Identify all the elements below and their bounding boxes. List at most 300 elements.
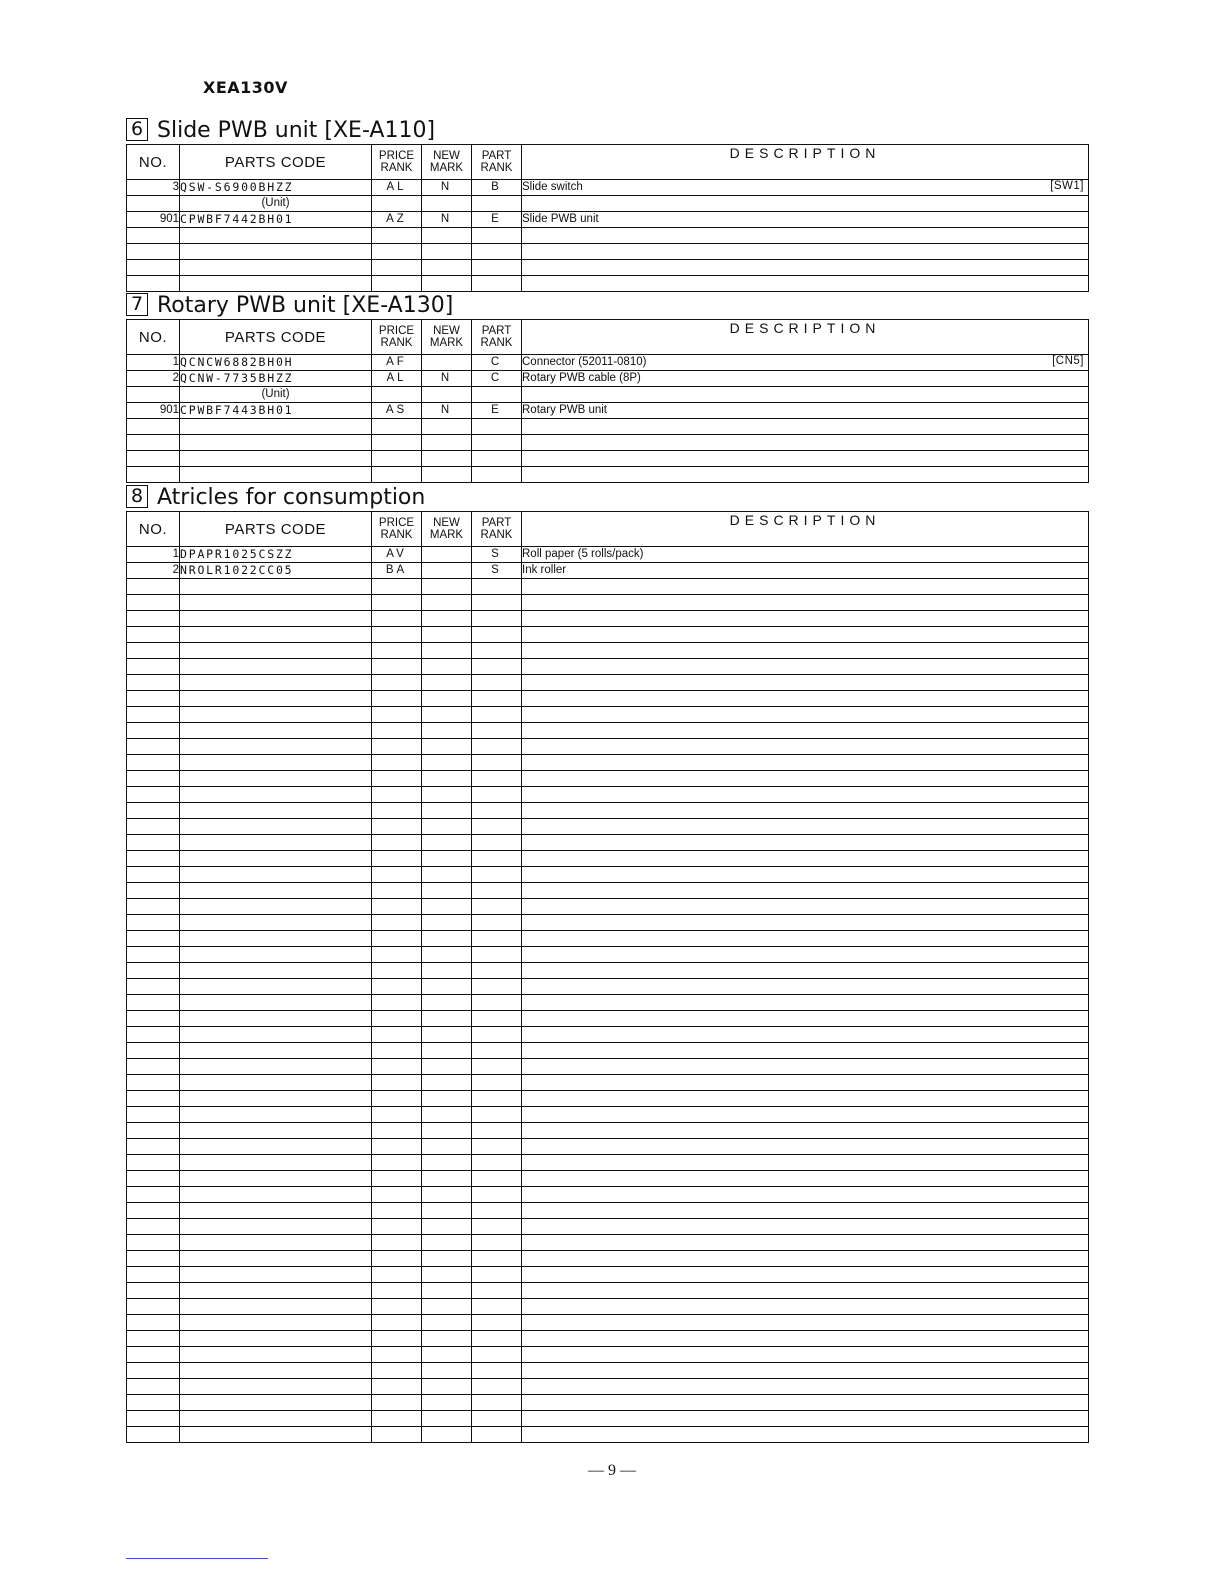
empty-cell [522, 1395, 1089, 1411]
empty-cell [127, 627, 180, 643]
empty-cell [180, 1059, 372, 1075]
cell-description [522, 180, 1089, 196]
cell-new-mark [422, 196, 472, 212]
empty-cell [522, 771, 1089, 787]
empty-row [127, 1331, 1089, 1347]
empty-cell [522, 595, 1089, 611]
empty-cell [372, 883, 422, 899]
empty-cell [127, 419, 180, 435]
page-number: — 9 — [588, 1462, 636, 1479]
empty-cell [372, 931, 422, 947]
empty-cell [372, 1027, 422, 1043]
empty-row [127, 1411, 1089, 1427]
empty-cell [127, 1251, 180, 1267]
empty-cell [127, 1187, 180, 1203]
empty-cell [180, 1411, 372, 1427]
empty-cell [127, 451, 180, 467]
empty-cell [422, 276, 472, 292]
empty-cell [372, 1267, 422, 1283]
header-parts-code: PARTS CODE [180, 512, 372, 547]
empty-cell [472, 899, 522, 915]
empty-cell [127, 819, 180, 835]
header-price-rank [372, 512, 422, 547]
empty-cell [127, 1283, 180, 1299]
empty-cell [127, 1347, 180, 1363]
empty-row [127, 1043, 1089, 1059]
empty-cell [422, 1363, 472, 1379]
empty-cell [472, 1123, 522, 1139]
empty-cell [522, 1107, 1089, 1123]
cell-new-mark [422, 563, 472, 579]
empty-cell [372, 915, 422, 931]
empty-cell [422, 1203, 472, 1219]
empty-cell [422, 1139, 472, 1155]
empty-row [127, 819, 1089, 835]
empty-cell [472, 435, 522, 451]
empty-cell [180, 995, 372, 1011]
empty-row [127, 611, 1089, 627]
empty-cell [180, 1235, 372, 1251]
empty-cell [127, 1059, 180, 1075]
empty-cell [522, 435, 1089, 451]
empty-cell [127, 867, 180, 883]
empty-cell [372, 1011, 422, 1027]
empty-cell [472, 244, 522, 260]
empty-cell [522, 899, 1089, 915]
empty-cell [127, 1299, 180, 1315]
header-description: DESCRIPTION [522, 320, 1089, 355]
empty-cell [372, 1139, 422, 1155]
empty-cell [127, 1219, 180, 1235]
empty-cell [422, 1155, 472, 1171]
empty-cell [422, 659, 472, 675]
empty-cell [422, 963, 472, 979]
empty-cell [472, 276, 522, 292]
empty-cell [422, 1027, 472, 1043]
empty-cell [472, 1331, 522, 1347]
cell-description [522, 355, 1089, 371]
empty-cell [522, 835, 1089, 851]
empty-cell [422, 627, 472, 643]
empty-cell [472, 755, 522, 771]
empty-cell [127, 1107, 180, 1123]
empty-cell [522, 1171, 1089, 1187]
description-text: Rotary PWB unit [522, 404, 607, 416]
empty-row [127, 1379, 1089, 1395]
empty-cell [127, 835, 180, 851]
empty-cell [422, 1395, 472, 1411]
empty-cell [180, 979, 372, 995]
empty-row [127, 1267, 1089, 1283]
empty-cell [127, 915, 180, 931]
empty-cell [180, 260, 372, 276]
empty-cell [522, 260, 1089, 276]
empty-cell [422, 579, 472, 595]
empty-row [127, 579, 1089, 595]
empty-cell [522, 1267, 1089, 1283]
empty-cell [180, 963, 372, 979]
empty-cell [180, 1395, 372, 1411]
empty-cell [372, 851, 422, 867]
empty-cell [472, 803, 522, 819]
empty-cell [180, 851, 372, 867]
empty-cell [422, 819, 472, 835]
empty-cell [522, 611, 1089, 627]
empty-cell [372, 627, 422, 643]
cell-no: 2 [127, 371, 180, 387]
cell-new-mark: N [422, 403, 472, 419]
cell-parts-code: NROLR1022CC05 [180, 563, 372, 579]
cell-part-rank: S [472, 547, 522, 563]
header-price-rank [372, 145, 422, 180]
empty-row [127, 659, 1089, 675]
empty-cell [127, 1395, 180, 1411]
empty-cell [472, 739, 522, 755]
header-price-rank-line1: PRICE [378, 150, 415, 162]
empty-row [127, 1059, 1089, 1075]
empty-cell [372, 1363, 422, 1379]
empty-cell [127, 1139, 180, 1155]
empty-cell [472, 451, 522, 467]
cell-part-rank [472, 196, 522, 212]
empty-cell [472, 1059, 522, 1075]
empty-row [127, 707, 1089, 723]
description-text: Slide PWB unit [522, 213, 599, 225]
empty-cell [472, 851, 522, 867]
empty-row [127, 1171, 1089, 1187]
empty-cell [372, 451, 422, 467]
empty-cell [422, 1011, 472, 1027]
header-no: NO. [127, 512, 180, 547]
empty-cell [522, 659, 1089, 675]
header-part-rank [472, 145, 522, 180]
empty-row [127, 787, 1089, 803]
empty-cell [372, 276, 422, 292]
empty-row [127, 979, 1089, 995]
cell-no: 3 [127, 180, 180, 196]
empty-cell [422, 1235, 472, 1251]
cell-price-rank [372, 196, 422, 212]
empty-row [127, 643, 1089, 659]
empty-cell [127, 1091, 180, 1107]
cell-price-rank [372, 387, 422, 403]
cell-new-mark: N [422, 371, 472, 387]
empty-cell [522, 467, 1089, 483]
header-no: NO. [127, 145, 180, 180]
empty-cell [127, 1203, 180, 1219]
empty-cell [127, 739, 180, 755]
empty-cell [522, 643, 1089, 659]
empty-cell [472, 1395, 522, 1411]
empty-row [127, 867, 1089, 883]
empty-cell [180, 675, 372, 691]
empty-cell [472, 627, 522, 643]
empty-cell [180, 755, 372, 771]
empty-cell [422, 260, 472, 276]
cell-parts-code: (Unit) [180, 196, 372, 212]
empty-cell [180, 1299, 372, 1315]
empty-cell [127, 1411, 180, 1427]
empty-cell [522, 1251, 1089, 1267]
empty-cell [127, 435, 180, 451]
empty-cell [180, 819, 372, 835]
empty-cell [127, 963, 180, 979]
empty-cell [127, 260, 180, 276]
section-title-text: Slide PWB unit [XE-A110] [157, 118, 436, 143]
empty-cell [422, 691, 472, 707]
empty-cell [180, 883, 372, 899]
empty-cell [422, 979, 472, 995]
header-part-rank-line1: PART [481, 150, 512, 162]
table-row [127, 387, 1089, 403]
empty-row [127, 228, 1089, 244]
empty-cell [127, 691, 180, 707]
empty-cell [472, 1043, 522, 1059]
empty-cell [180, 1427, 372, 1443]
empty-cell [372, 1187, 422, 1203]
empty-cell [127, 1315, 180, 1331]
empty-cell [180, 1379, 372, 1395]
empty-cell [422, 467, 472, 483]
empty-cell [127, 579, 180, 595]
empty-cell [472, 1091, 522, 1107]
empty-row [127, 899, 1089, 915]
section-number: 6 [126, 118, 148, 141]
empty-cell [472, 931, 522, 947]
cell-part-rank: C [472, 371, 522, 387]
empty-cell [180, 1107, 372, 1123]
reference-designator: [CN5] [1052, 355, 1084, 367]
cell-price-rank: BA [372, 563, 422, 579]
header-row [127, 320, 1089, 355]
empty-cell [127, 899, 180, 915]
empty-cell [180, 611, 372, 627]
empty-cell [372, 947, 422, 963]
empty-cell [372, 1427, 422, 1443]
empty-row [127, 451, 1089, 467]
empty-cell [372, 659, 422, 675]
section-title [126, 485, 425, 511]
header-new-mark [422, 512, 472, 547]
empty-cell [472, 1139, 522, 1155]
empty-cell [127, 755, 180, 771]
empty-cell [127, 931, 180, 947]
empty-cell [472, 1251, 522, 1267]
empty-cell [522, 819, 1089, 835]
table-row [127, 371, 1089, 387]
header-price-rank-line2: RANK [380, 337, 413, 349]
empty-cell [472, 675, 522, 691]
header-part-rank [472, 512, 522, 547]
empty-cell [372, 1347, 422, 1363]
empty-cell [522, 851, 1089, 867]
empty-row [127, 675, 1089, 691]
cell-part-rank: E [472, 212, 522, 228]
empty-cell [372, 595, 422, 611]
empty-cell [472, 995, 522, 1011]
empty-row [127, 1251, 1089, 1267]
empty-cell [472, 595, 522, 611]
empty-cell [522, 1363, 1089, 1379]
empty-cell [472, 1427, 522, 1443]
empty-cell [180, 659, 372, 675]
description-text: Connector (52011-0810) [522, 356, 647, 368]
empty-row [127, 835, 1089, 851]
empty-cell [422, 787, 472, 803]
cell-part-rank: E [472, 403, 522, 419]
empty-cell [127, 1155, 180, 1171]
empty-cell [372, 1331, 422, 1347]
empty-cell [422, 419, 472, 435]
empty-cell [422, 1075, 472, 1091]
empty-cell [422, 1315, 472, 1331]
empty-cell [472, 1363, 522, 1379]
empty-cell [472, 1011, 522, 1027]
empty-cell [422, 228, 472, 244]
table-row [127, 403, 1089, 419]
empty-cell [127, 803, 180, 819]
empty-cell [472, 1315, 522, 1331]
empty-row [127, 1395, 1089, 1411]
empty-cell [127, 595, 180, 611]
empty-cell [522, 1187, 1089, 1203]
header-no: NO. [127, 320, 180, 355]
empty-cell [472, 883, 522, 899]
empty-cell [127, 883, 180, 899]
empty-cell [522, 739, 1089, 755]
header-new-mark-line1: NEW [433, 517, 460, 529]
empty-cell [422, 1091, 472, 1107]
empty-cell [372, 1299, 422, 1315]
empty-cell [472, 979, 522, 995]
empty-cell [522, 276, 1089, 292]
empty-cell [372, 1395, 422, 1411]
empty-cell [372, 963, 422, 979]
empty-cell [180, 899, 372, 915]
empty-cell [422, 1379, 472, 1395]
empty-cell [372, 867, 422, 883]
empty-cell [472, 643, 522, 659]
empty-row [127, 1203, 1089, 1219]
empty-cell [127, 244, 180, 260]
empty-cell [127, 1331, 180, 1347]
description-text: Ink roller [522, 564, 567, 576]
empty-cell [422, 1331, 472, 1347]
cell-parts-code: CPWBF7443BH01 [180, 403, 372, 419]
empty-cell [372, 260, 422, 276]
cell-no: 901 [127, 403, 180, 419]
empty-cell [372, 579, 422, 595]
empty-cell [180, 1363, 372, 1379]
empty-cell [422, 995, 472, 1011]
empty-row [127, 419, 1089, 435]
header-part-rank [472, 320, 522, 355]
empty-cell [422, 1251, 472, 1267]
empty-cell [180, 244, 372, 260]
empty-cell [180, 739, 372, 755]
empty-cell [422, 1219, 472, 1235]
empty-row [127, 739, 1089, 755]
empty-cell [522, 1427, 1089, 1443]
empty-row [127, 595, 1089, 611]
empty-cell [127, 675, 180, 691]
empty-cell [472, 1075, 522, 1091]
empty-row [127, 467, 1089, 483]
empty-cell [127, 659, 180, 675]
empty-cell [127, 723, 180, 739]
cell-price-rank: AL [372, 180, 422, 196]
empty-cell [180, 1123, 372, 1139]
empty-cell [127, 611, 180, 627]
empty-row [127, 1427, 1089, 1443]
empty-cell [180, 835, 372, 851]
table-row [127, 196, 1089, 212]
cell-description [522, 212, 1089, 228]
cell-new-mark: N [422, 212, 472, 228]
empty-cell [127, 228, 180, 244]
empty-row [127, 963, 1089, 979]
empty-cell [472, 611, 522, 627]
empty-cell [422, 707, 472, 723]
empty-row [127, 276, 1089, 292]
empty-row [127, 260, 1089, 276]
parts-table [126, 319, 1089, 483]
empty-cell [522, 1283, 1089, 1299]
empty-cell [180, 1043, 372, 1059]
empty-cell [180, 787, 372, 803]
empty-cell [522, 979, 1089, 995]
empty-cell [522, 931, 1089, 947]
empty-cell [127, 1267, 180, 1283]
empty-cell [522, 947, 1089, 963]
empty-cell [180, 1187, 372, 1203]
empty-cell [422, 1427, 472, 1443]
header-price-rank-line2: RANK [380, 529, 413, 541]
empty-cell [372, 643, 422, 659]
empty-cell [180, 643, 372, 659]
empty-cell [127, 1123, 180, 1139]
table-row [127, 547, 1089, 563]
empty-cell [522, 915, 1089, 931]
empty-cell [127, 1379, 180, 1395]
cell-part-rank: B [472, 180, 522, 196]
empty-cell [522, 691, 1089, 707]
empty-cell [522, 883, 1089, 899]
empty-cell [422, 1187, 472, 1203]
empty-cell [422, 867, 472, 883]
empty-cell [472, 228, 522, 244]
empty-cell [422, 915, 472, 931]
empty-cell [472, 1171, 522, 1187]
empty-cell [422, 1043, 472, 1059]
cell-no: 1 [127, 355, 180, 371]
empty-cell [422, 1107, 472, 1123]
header-new-mark-line1: NEW [433, 325, 460, 337]
empty-cell [180, 228, 372, 244]
header-description: DESCRIPTION [522, 145, 1089, 180]
empty-row [127, 1235, 1089, 1251]
empty-cell [472, 947, 522, 963]
empty-cell [180, 1155, 372, 1171]
empty-cell [372, 1043, 422, 1059]
empty-cell [180, 803, 372, 819]
empty-cell [472, 419, 522, 435]
empty-cell [422, 1123, 472, 1139]
empty-cell [180, 1347, 372, 1363]
empty-cell [472, 1235, 522, 1251]
empty-cell [372, 1075, 422, 1091]
empty-cell [472, 579, 522, 595]
